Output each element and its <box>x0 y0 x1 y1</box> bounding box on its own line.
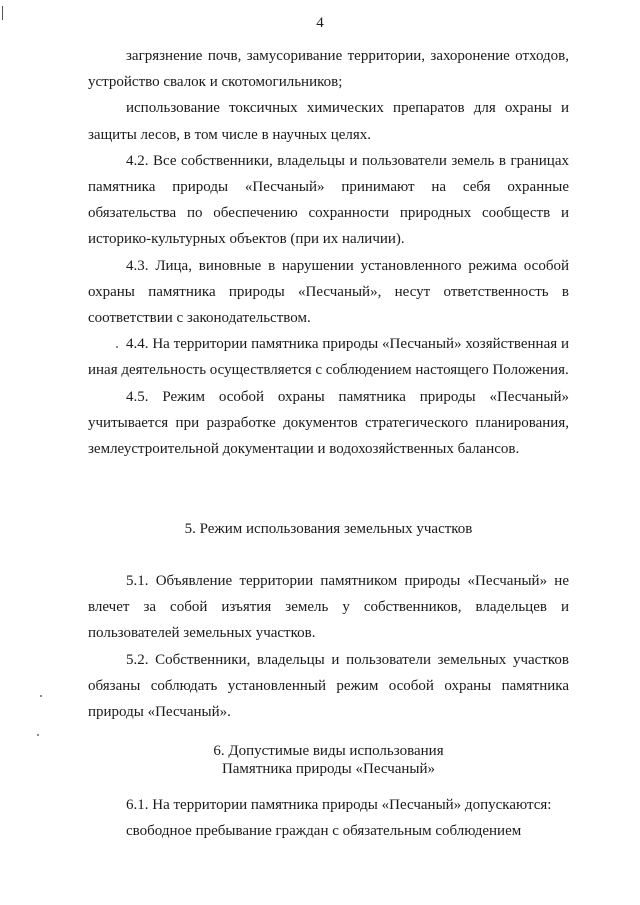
section-5-heading: 5. Режим использования земельных участков <box>184 521 473 537</box>
paragraph-5-1: 5.1. Объявление территории памятником природы «Песчаный» не влечет за собой изъятия земель у собственников, владельцев и пользователей земельных участков. <box>88 573 569 642</box>
section-6-heading-line-2: Памятника природы «Песчаный» <box>221 761 436 777</box>
section-4-continuation <box>88 43 569 462</box>
paragraph-6-1: 6.1. На территории памятника природы «Песчаный» допускаются: <box>126 797 552 813</box>
section-6-heading-line-1: 6. Допустимые виды использования <box>213 743 444 759</box>
scan-artifact-dot <box>37 734 39 736</box>
scan-artifact-dot <box>116 346 118 348</box>
scan-artifact-dot <box>40 695 42 697</box>
paragraph-4-5: 4.5. Режим особой охраны памятника природы «Песчаный» учитывается при разработке документов стратегического планирования, землеустроительной документации и водохозяйственных балансов. <box>88 388 569 458</box>
paragraph-4-4: 4.4. На территории памятника природы «Песчаный» хозяйственная и иная деятельность осуществляется с соблюдением настоящего Положения. <box>88 336 569 379</box>
section-6-body <box>88 792 569 844</box>
paragraph-5-2: 5.2. Собственники, владельцы и пользователи земельных участков обязаны соблюдать установленный режим особой охраны памятника природы «Песчаный». <box>88 651 569 721</box>
restriction-item-toxic-chemicals: использование токсичных химических препаратов для охраны и защиты лесов, в том числе в научных целях. <box>88 100 569 143</box>
paragraph-4-3: 4.3. Лица, виновные в нарушении установленного режима особой охраны памятника природы «Песчаный», несут ответственность в соответствии с законодательством. <box>88 257 569 327</box>
paragraph-6-1-item-1: свободное пребывание граждан с обязательным соблюдением <box>126 823 522 840</box>
page-number: 4 <box>316 15 324 31</box>
restriction-item-soil-pollution: загрязнение почв, замусоривание территории, захоронение отходов, устройство свалок и скотомогильников; <box>88 48 569 91</box>
section-5-body <box>88 568 569 725</box>
paragraph-4-2: 4.2. Все собственники, владельцы и пользователи земель в границах памятника природы «Песчаный» принимают на себя охранные обязательства по обеспечению сохранности природных сообществ и историко-культурных объектов (при их наличии). <box>88 152 569 248</box>
